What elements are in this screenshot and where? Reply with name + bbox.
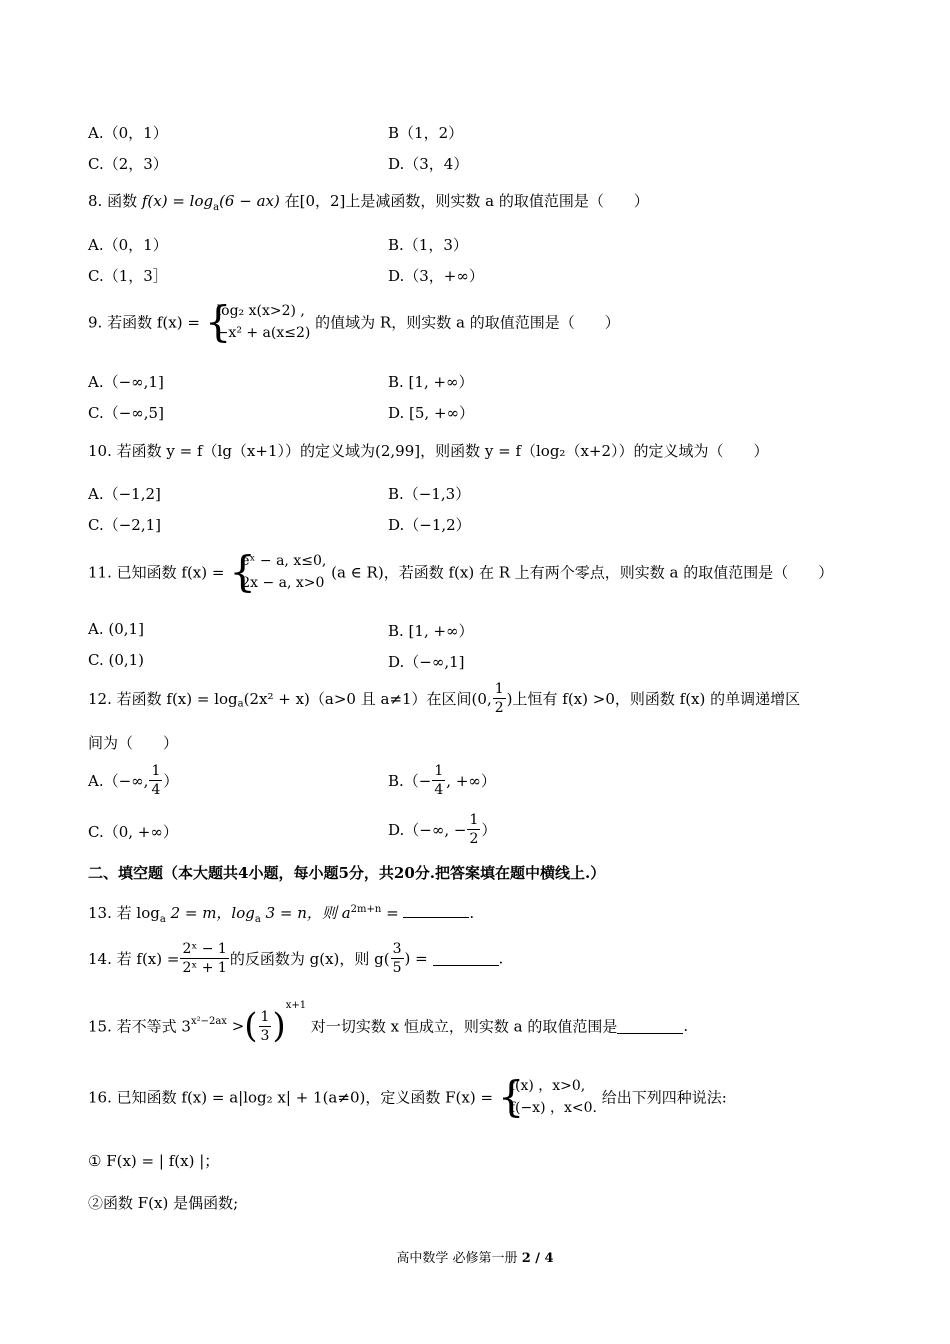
q14-pre: 14. 若 f(x) = [88,950,180,968]
q12-a-frac [149,762,162,799]
q10-option-b: B.（−1,3） [388,485,471,503]
q9-option-b: B. [1, +∞） [388,373,474,391]
q9-option-a: A.（−∞,1] [88,373,164,391]
section-title: 二、填空题（本大题共4小题，每小题5分，共20分.把答案填在题中横线上.） [88,864,606,882]
frac-den: 2ˣ + 1 [182,960,227,976]
q11-option-d: D.（−∞,1] [388,653,465,671]
frac-den: 3 [260,1027,270,1044]
q12-mid: (2x² + x)（a>0 且 a≠1）在区间(0, [243,690,492,708]
frac-den: 4 [434,782,444,798]
q12-d-post: ） [481,821,497,839]
q11-rest: (a ∈ R)，若函数 f(x) 在 R 上有两个零点，则实数 a 的取值范围是（ ） [331,563,834,582]
q15-sup2: x+1 [285,1000,307,1011]
q11-prefix: 11. 已知函数 f(x) = [88,563,225,582]
q15-mid: > [226,1017,245,1035]
q13-sup: 2m+n [350,904,382,915]
q8-formula: f(x) = log [141,192,214,210]
q12-option-a [88,762,178,799]
frac-den: 5 [392,960,402,976]
q9-option-c: C.（−∞,5] [88,404,164,422]
frac-num: 2ˣ − 1 [182,941,227,957]
paren-left: ( [244,1006,258,1046]
q13-sub: a [159,914,166,925]
answer-blank [403,903,469,918]
q16-item-1: ① F(x) = | f(x) |； [88,1152,220,1170]
q12-stem-line2: 间为（ ） [88,734,179,752]
q12-b-pre: B.（− [388,772,432,790]
q12-a-post: ） [163,772,179,790]
q9-stem [88,297,620,346]
page-number: 2 / 4 [521,1251,554,1266]
q11-stem [88,547,834,596]
q13-end: . [469,904,475,922]
q8-option-d: D.（3，+∞） [388,267,484,285]
q16-item-2: ②函数 F(x) 是偶函数; [88,1194,239,1212]
q10-stem: 10. 若函数 y = f（lg（x+1））的定义域为(2,99]，则函数 y = f（log₂（x+2））的定义域为（ ） [88,442,769,460]
q9-cases [204,297,311,346]
q7-option-c: C.（2，3） [88,155,168,173]
page-footer [0,1247,950,1266]
answer-blank [617,1019,683,1034]
q13-post: = [381,904,404,922]
frac-num: 1 [494,681,504,697]
q14-frac [180,940,228,977]
q12-prefix: 12. 若函数 f(x) = log [88,690,238,708]
q8-prefix: 8. 函数 [88,192,142,210]
frac-num: 3 [392,941,402,957]
q13-pre: 13. 若 log [88,904,160,922]
q15-pre: 15. 若不等式 3 [88,1017,191,1036]
q14-stem [88,940,503,977]
q12-d-frac [467,811,480,848]
footer-text: 高中数学 必修第一册 [396,1251,522,1266]
q7-option-b: B（1，2） [388,124,464,142]
q16-stem [88,1072,727,1121]
q12-option-c: C.（0, +∞） [88,823,178,841]
q12-d-pre: D.（−∞, − [388,821,467,839]
q15-stem [88,1000,688,1045]
q12-a-pre: A.（−∞, [88,772,149,790]
q11-option-a: A. (0,1] [88,620,144,638]
brace-icon: { [229,547,256,596]
q12-fraction [493,680,506,717]
q8-rest: 在[0，2]上是减函数，则实数 a 的取值范围是（ ） [279,192,649,210]
q14-mid: 的反函数为 g(x)，则 g( [229,950,390,968]
q13-mid: 2 = m，log [165,904,255,922]
q7-option-a: A.（0，1） [88,124,168,142]
q16-pre: 16. 已知函数 f(x) = a|log₂ x| + 1(a≠0)，定义函数 F(x) = [88,1088,494,1107]
q15-sup: x²−2ax [190,1016,227,1027]
q14-frac2 [391,940,404,977]
q9-case2: −x² + a(x≤2) [216,325,311,341]
q13-mid2: 3 = n，则 a [260,904,351,922]
frac-num: 1 [434,763,444,779]
q10-option-c: C.（−2,1] [88,516,161,534]
q8-option-a: A.（0，1） [88,236,168,254]
q9-option-d: D. [5, +∞） [388,404,475,422]
q16-post: 给出下列四种说法: [601,1088,727,1107]
q11-option-c: C. (0,1) [88,651,145,669]
q13-sub2: a [254,914,261,925]
q10-option-d: D.（−1,2） [388,516,471,534]
q16-cases [497,1072,597,1121]
q15-end: . [683,1017,689,1035]
q11-cases [229,547,327,596]
frac-den: 4 [151,782,161,798]
frac-num: 1 [151,763,161,779]
brace-icon: { [204,297,232,346]
q8-stem [88,190,649,213]
q11-case1: eˣ − a, x≤0, [241,553,327,569]
q12-rest: )上恒有 f(x) >0，则函数 f(x) 的单调递增区 [506,690,801,708]
frac-num: 1 [469,812,479,828]
q8-option-c: C.（1，3］ [88,267,168,285]
brace-icon: { [497,1072,525,1121]
frac-num: 1 [260,1008,270,1025]
frac-den: 2 [469,831,479,847]
paren-right: ) [272,1006,286,1046]
q12-sub: a [237,698,244,710]
q14-post: ) = [404,949,433,968]
frac-den: 2 [494,700,504,716]
q15-frac [259,1008,272,1045]
q9-prefix: 9. 若函数 f(x) = [88,313,200,332]
q12-b-post: , +∞） [446,772,496,790]
answer-blank [433,951,499,966]
q10-option-a: A.（−1,2] [88,485,161,503]
q7-option-d: D.（3，4） [388,155,469,173]
q11-case2: 2x − a, x>0 [241,575,325,591]
q13-stem [88,902,474,925]
q8-formula2: (6 − ax) [219,192,280,210]
q12-option-b [388,762,496,799]
q16-case2: f(−x) ，x<0. [509,1100,597,1116]
q12-stem [88,680,800,717]
q11-option-b: B. [1, +∞） [388,622,474,640]
q8-option-b: B.（1，3） [388,236,468,254]
q9-case1: log₂ x(x>2) , [216,303,305,319]
q9-rest: 的值域为 R，则实数 a 的取值范围是（ ） [315,313,620,332]
q12-b-frac [432,762,445,799]
q14-end: . [498,949,504,968]
q8-sub: a [213,202,220,213]
q16-case1: f(x) ，x>0, [509,1078,586,1094]
q12-option-d [388,811,496,848]
q15-post: 对一切实数 x 恒成立，则实数 a 的取值范围是 [306,1017,618,1036]
